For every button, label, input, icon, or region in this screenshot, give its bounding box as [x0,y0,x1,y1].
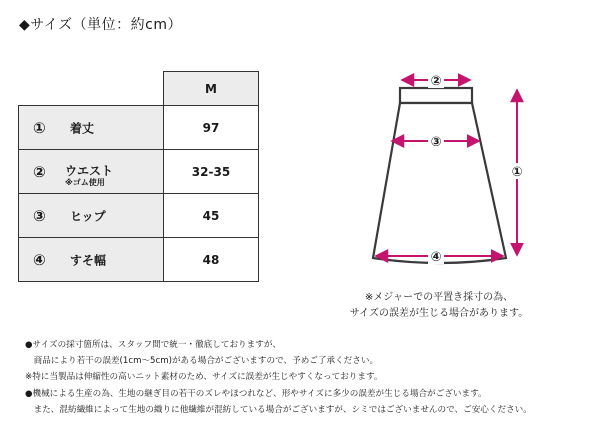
mark-number: ④ [33,250,46,269]
label-text: すそ幅 [70,253,107,267]
note-line: 商品により若干の誤差(1cm〜5cm)がある場合がございますので、予めご了承ください。 [25,356,379,367]
mark-number: ① [33,118,46,137]
skirt-outline [373,88,506,263]
mark-hem: ④ [430,250,442,265]
label-text: ヒップ [70,209,106,223]
diagram-caption-line1: ※メジャーでの平置き採寸の為、 [364,292,514,303]
value-length: 97 [164,106,259,150]
mark-length: ① [511,165,523,180]
note-line: ●サイズの採寸箇所は、スタッフ間で統一・徹底しておりますが、 [25,340,282,350]
mark-waist: ② [430,74,442,89]
value-hem-width: 48 [164,238,259,282]
label-text: ウエスト [65,164,114,178]
label-text: 着丈 [70,121,95,135]
waistband [400,88,472,103]
size-header-m: M [164,72,259,106]
value-hip: 45 [164,194,259,238]
notes-block [25,337,532,418]
note-line: ※特に当製品は伸縮性の高いニット素材のため、サイズに誤差が生じやすくなっております。 [25,372,383,383]
diagram-caption-line2: サイズの誤差が生じる場合があります。 [349,308,529,319]
skirt-body [373,103,506,263]
mark-number: ② [33,162,46,181]
page-title: ◆サイズ（単位：約cm） [19,17,182,33]
mark-number: ③ [33,206,46,225]
label-subnote: ※ゴム使用 [65,178,105,187]
mark-hip: ③ [430,135,442,150]
note-line: また、混紡繊維によって生地の織りに他繊維が混紡している場合がございますが、シミではございませんので、ご安心ください。 [25,404,532,415]
note-line: ●機械による生産の為、生地の継ぎ目の若干のズレやほつれなど、形やサイズに多少の誤差が生じる場合がございます。 [25,388,487,399]
value-waist: 32-35 [164,150,259,194]
